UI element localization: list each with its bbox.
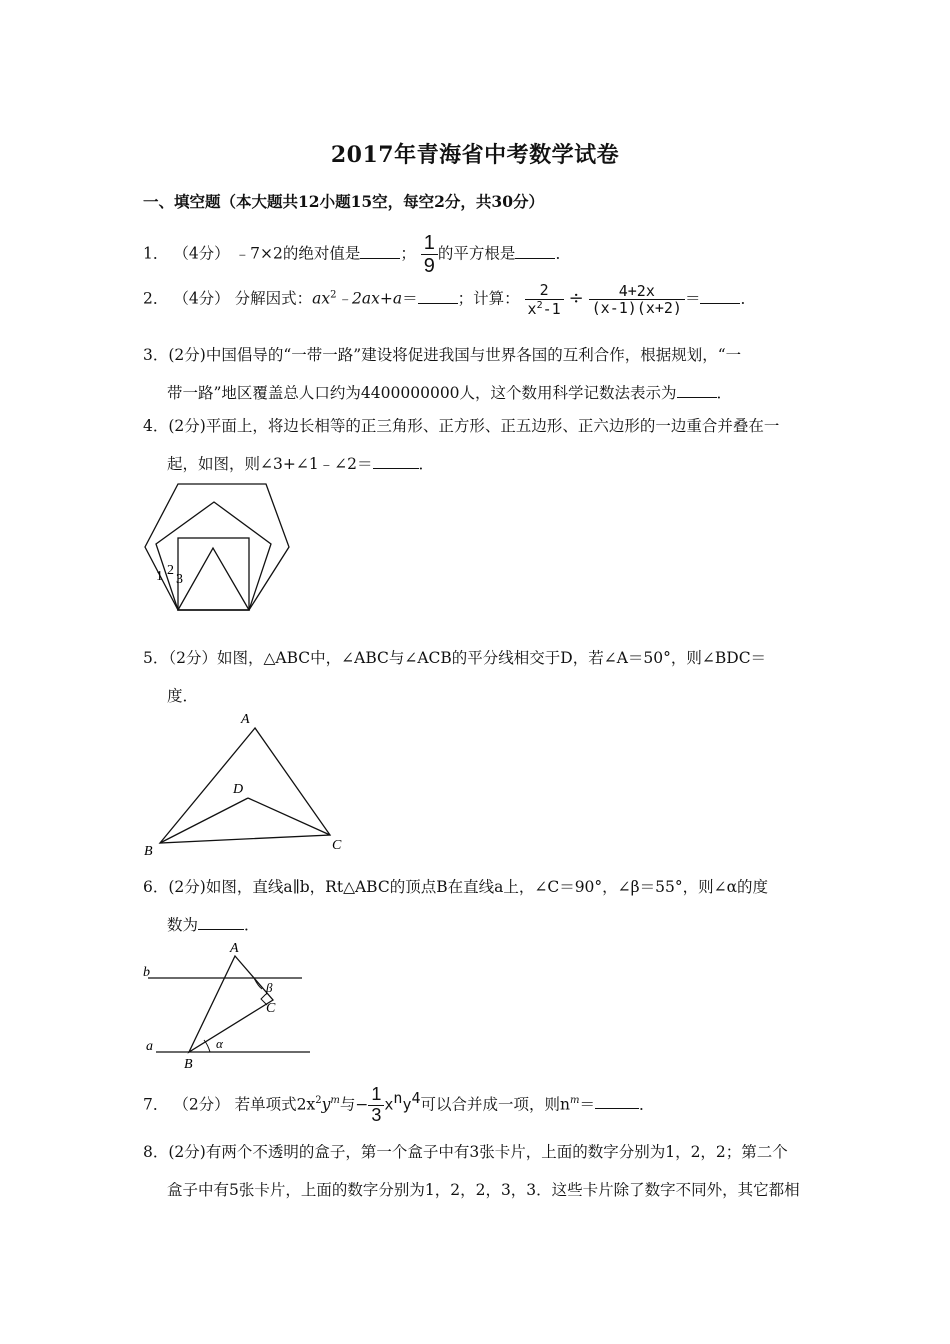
question-text: ． — [639, 1095, 655, 1114]
line-label-b: b — [143, 965, 150, 980]
triangle-shape — [178, 548, 249, 610]
vertex-label-d: D — [233, 782, 244, 797]
angle-label-2: 2 — [167, 563, 174, 578]
question-text: 如图，△ABC中，∠ABC与∠ACB的平分线相交于D，若∠A＝50°，则∠BDC＝ — [217, 649, 767, 667]
vertex-label-a: A — [241, 712, 250, 727]
fraction-one-third — [368, 1085, 384, 1126]
question-number: 7． — [143, 1095, 169, 1114]
angle-label-alpha: α — [216, 1036, 223, 1051]
question-text: 如图，直线a∥b，Rt△ABC的顶点B在直线a上，∠C＝90°，∠β＝55°，则∠α的度 — [205, 878, 769, 896]
question-text: ； — [400, 244, 416, 263]
page-title: 2017年青海省中考数学试卷 — [330, 142, 620, 168]
question-text: 有两个不透明的盒子，第一个盒子中有3张卡片，上面的数字分别为1，2，2；第二个 — [205, 1143, 788, 1161]
question-text: 度． — [167, 687, 199, 705]
exponent: n — [393, 1089, 403, 1108]
answer-blank[interactable] — [700, 287, 740, 304]
question-8-line-1 — [143, 1140, 788, 1162]
question-text: 平面上，将边长相等的正三角形、正方形、正五边形、正六边形的一边重合并叠在一 — [205, 417, 780, 435]
question-score: (2分) — [168, 417, 206, 435]
answer-blank[interactable] — [373, 453, 419, 470]
question-score: (2分) — [168, 346, 206, 364]
exponent: 2 — [315, 1095, 322, 1107]
exponent: m — [330, 1095, 340, 1107]
question-text: ． — [418, 455, 435, 473]
question-text: ；计算： — [457, 289, 520, 308]
question-text: 中国倡导的“一带一路”建设将促进我国与世界各国的互利合作，根据规划，“一 — [205, 346, 742, 364]
question-text: 分解因式： — [234, 289, 313, 308]
vertex-label-a: A — [230, 941, 239, 956]
denominator — [525, 300, 564, 318]
math-variable: y — [321, 1095, 331, 1114]
question-number: 6． — [143, 878, 169, 896]
question-number: 5． — [143, 649, 169, 667]
answer-blank[interactable] — [360, 242, 400, 259]
question-6-line-1 — [143, 875, 768, 897]
question-text: 可以合并成一项，则n — [420, 1095, 570, 1114]
question-score: （4分） — [173, 289, 230, 308]
question-text: 数为 — [167, 916, 199, 934]
hexagon-shape — [145, 484, 289, 610]
question-text: ＝ — [684, 289, 701, 308]
triangle-abc-figure — [142, 710, 342, 859]
answer-blank[interactable] — [515, 242, 555, 259]
question-number: 2． — [143, 289, 169, 308]
answer-blank[interactable] — [418, 287, 458, 304]
question-number: 3． — [143, 346, 169, 364]
question-text: ． — [716, 384, 733, 402]
line-label-a: a — [146, 1039, 153, 1054]
question-score: （2分） — [173, 1095, 230, 1114]
answer-blank[interactable] — [677, 382, 717, 399]
answer-blank[interactable] — [595, 1093, 639, 1110]
vertex-label-b: B — [184, 1057, 193, 1072]
question-4-line-1 — [143, 414, 779, 436]
question-3-line-1 — [143, 343, 741, 365]
vertex-label-c: C — [266, 1001, 276, 1016]
vertex-label-c: C — [332, 838, 342, 853]
numerator: 2 — [525, 282, 564, 300]
math-variable: y — [402, 1095, 412, 1114]
pentagon-shape — [156, 502, 271, 610]
question-8-line-2 — [167, 1178, 800, 1200]
answer-blank[interactable] — [198, 914, 244, 931]
question-number: 8． — [143, 1143, 169, 1161]
exponent: 2 — [536, 299, 543, 311]
question-text: ＝ — [402, 289, 418, 308]
question-text: 盒子中有5张卡片，上面的数字分别为1，2，2，3，3．这些卡片除了数字不同外，其它都相 — [167, 1181, 800, 1199]
question-6-line-2 — [167, 913, 260, 935]
right-triangle-abc — [189, 956, 273, 1052]
angle-label-beta: β — [266, 980, 273, 995]
denominator: 9 — [423, 255, 435, 277]
question-text: 的平方根是 — [437, 244, 516, 263]
question-text: ﹣7×2的绝对值是 — [234, 244, 361, 263]
math-expression: ax — [312, 289, 331, 308]
bisector-bd — [160, 798, 248, 843]
den-part: x — [527, 299, 537, 318]
exponent: 2 — [330, 289, 337, 301]
question-5-line-2 — [167, 684, 198, 706]
question-text: ＝ — [579, 1095, 595, 1114]
denominator: 3 — [371, 1104, 382, 1125]
question-score: （2分） — [168, 649, 217, 667]
question-text: 与 — [339, 1095, 356, 1114]
question-3-line-2 — [167, 381, 732, 403]
exponent: m — [570, 1095, 580, 1107]
question-score: (2分) — [168, 878, 206, 896]
fraction-a — [525, 282, 564, 317]
den-part: -1 — [542, 299, 561, 318]
question-2 — [143, 282, 756, 317]
section-heading: 一、填空题（本大题共12小题15空，每空2分，共30分） — [143, 192, 544, 211]
denominator: (x-1)(x+2) — [591, 299, 682, 317]
fraction-b — [589, 283, 685, 317]
question-score: (2分) — [168, 1143, 206, 1161]
question-text: ． — [244, 916, 260, 934]
question-5-line-1 — [143, 646, 766, 668]
divide-sign: ÷ — [568, 287, 584, 309]
numerator: 4+2x — [589, 283, 685, 301]
angle-label-1: 1 — [156, 569, 163, 584]
question-4-line-2 — [167, 452, 434, 474]
question-text: 起，如图，则∠3+∠1﹣∠2＝ — [167, 455, 373, 473]
question-1 — [143, 232, 571, 277]
question-text: ． — [555, 244, 571, 263]
question-text: 带一路”地区覆盖总人口约为4400000000人，这个数用科学记数法表示为 — [167, 384, 677, 402]
fraction-one-ninth — [421, 232, 438, 277]
minus-sign: − — [355, 1095, 369, 1114]
question-text: ． — [740, 289, 756, 308]
question-text: 若单项式2x — [234, 1095, 316, 1114]
question-number: 4． — [143, 417, 169, 435]
question-score: （4分） — [173, 244, 230, 263]
numerator: 1 — [368, 1085, 384, 1106]
math-expression: ﹣2ax+a — [336, 289, 403, 308]
alpha-arc — [204, 1040, 210, 1052]
angle-label-3: 3 — [176, 572, 183, 587]
question-number: 1． — [143, 244, 169, 263]
exponent: 4 — [411, 1089, 421, 1108]
numerator: 1 — [421, 232, 438, 255]
polygons-figure — [140, 482, 300, 617]
math-variable: x — [384, 1095, 394, 1114]
vertex-label-b: B — [144, 844, 153, 859]
parallel-lines-figure — [142, 940, 322, 1070]
triangle-abc — [160, 728, 330, 843]
question-7 — [143, 1085, 655, 1126]
